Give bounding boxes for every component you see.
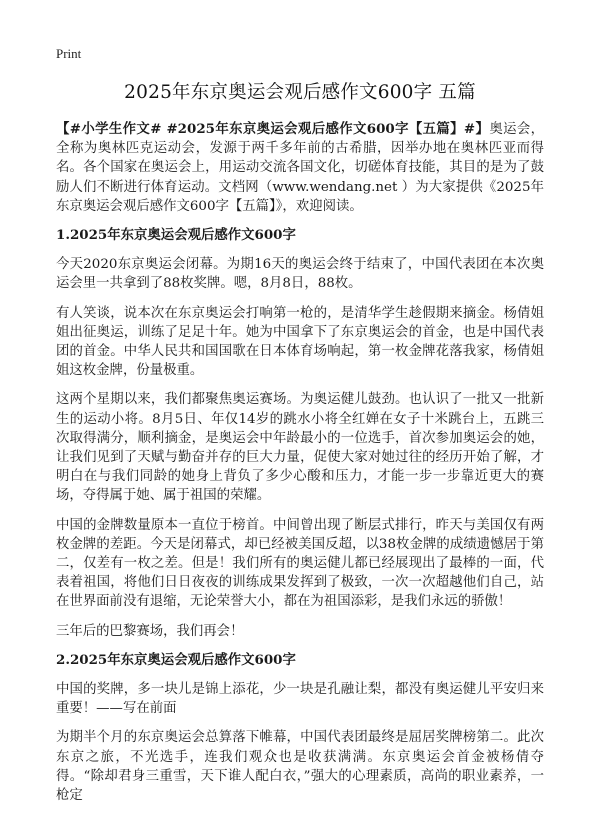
page-title: 2025年东京奥运会观后感作文600字 五篇 (124, 82, 476, 103)
section-1-paragraph-4: 中国的金牌数量原本一直位于榜首。中间曾出现了断层式排行，昨天与美国仅有两枚金牌的差距。今天是闭幕式，却已经被美国反超，以38枚金牌的成绩遗憾居于第二，仅差有一枚之差。但是！我们所有的奥运健儿都已经展现出了最棒的一面，代表着祖国，将他们日日夜夜的训练成果发挥到了极致，一次一次超越他们自己，站在世界面前没有退缩，无论荣誉大小，都在为祖国添彩，是我们永远的骄傲！ (56, 517, 544, 610)
section-2-paragraph-2: 为期半个月的东京奥运会总算落下帷幕，中国代表团最终是屈居奖牌榜第二。此次东京之旅，不光选手，连我们观众也是收获满满。东京奥运会首金被杨倩夺得。“除却君身三重雪，天下谁人配白衣，”强大的心理素质，高尚的职业素养，一枪定 (56, 730, 544, 804)
section-2-paragraph-1: 中国的奖牌，多一块儿是锦上添花，少一块是孔融让梨，都没有奥运健儿平安归来重要！——写在前面 (56, 682, 544, 717)
intro-text: 奥运会，全称为奥林匹克运动会，发源于两千多年前的古希腊，因举办地在奥林匹亚而得名。各个国家在奥运会上，用运动交流各国文化，切磋体育技能，其目的是为了鼓励人们不断进行体育运动。文档网（www.wendang.net ）为大家提供《2025年东京奥运会观后感作文600字【五篇】》，欢迎阅读。 (56, 122, 545, 214)
intro-tags: 【#小学生作文# #2025年东京奥运会观后感作文600字【五篇】#】 (56, 121, 490, 137)
article-body (56, 114, 544, 815)
section-heading-1: 1.2025年东京奥运会观后感作文600字 (56, 227, 296, 244)
section-1-paragraph-5: 三年后的巴黎赛场，我们再会！ (56, 623, 244, 639)
section-heading-2: 2.2025年东京奥运会观后感作文600字 (56, 651, 296, 668)
section-1-paragraph-3: 这两个星期以来，我们都聚焦奥运赛场。为奥运健儿鼓劲。也认识了一批又一批新生的运动小将。8月5日、年仅14岁的跳水小将全红婵在女子十米跳台上，五跳三次取得满分，顺利摘金，是奥运会中年龄最小的一位选手，首次参加奥运会的她，让我们见到了天赋与勤奋并存的巨大力量，促使大家对她过往的经历开始了解，才明白在与我们同龄的她身上背负了多少心酸和压力，才能一步一步靠近更大的赛场，夺得属于她、属于祖国的荣耀。 (56, 392, 544, 504)
intro-paragraph (56, 120, 544, 216)
section-1-paragraph-2: 有人笑谈，说本次在东京奥运会打响第一枪的，是清华学生趁假期来摘金。杨倩姐姐出征奥运，训练了足足十年。她为中国拿下了东京奥运会的首金，也是中国代表团的首金。中华人民共和国国歌在日本体育场响起，第一枚金牌花落我家，杨倩姐姐这枚金牌，份量极重。 (56, 305, 544, 379)
print-label: Print (56, 46, 82, 61)
section-1-paragraph-1: 今天2020东京奥运会闭幕。为期16天的奥运会终于结束了，中国代表团在本次奥运会里一共拿到了88枚奖牌。嗯，8月8日，88枚。 (56, 257, 544, 292)
